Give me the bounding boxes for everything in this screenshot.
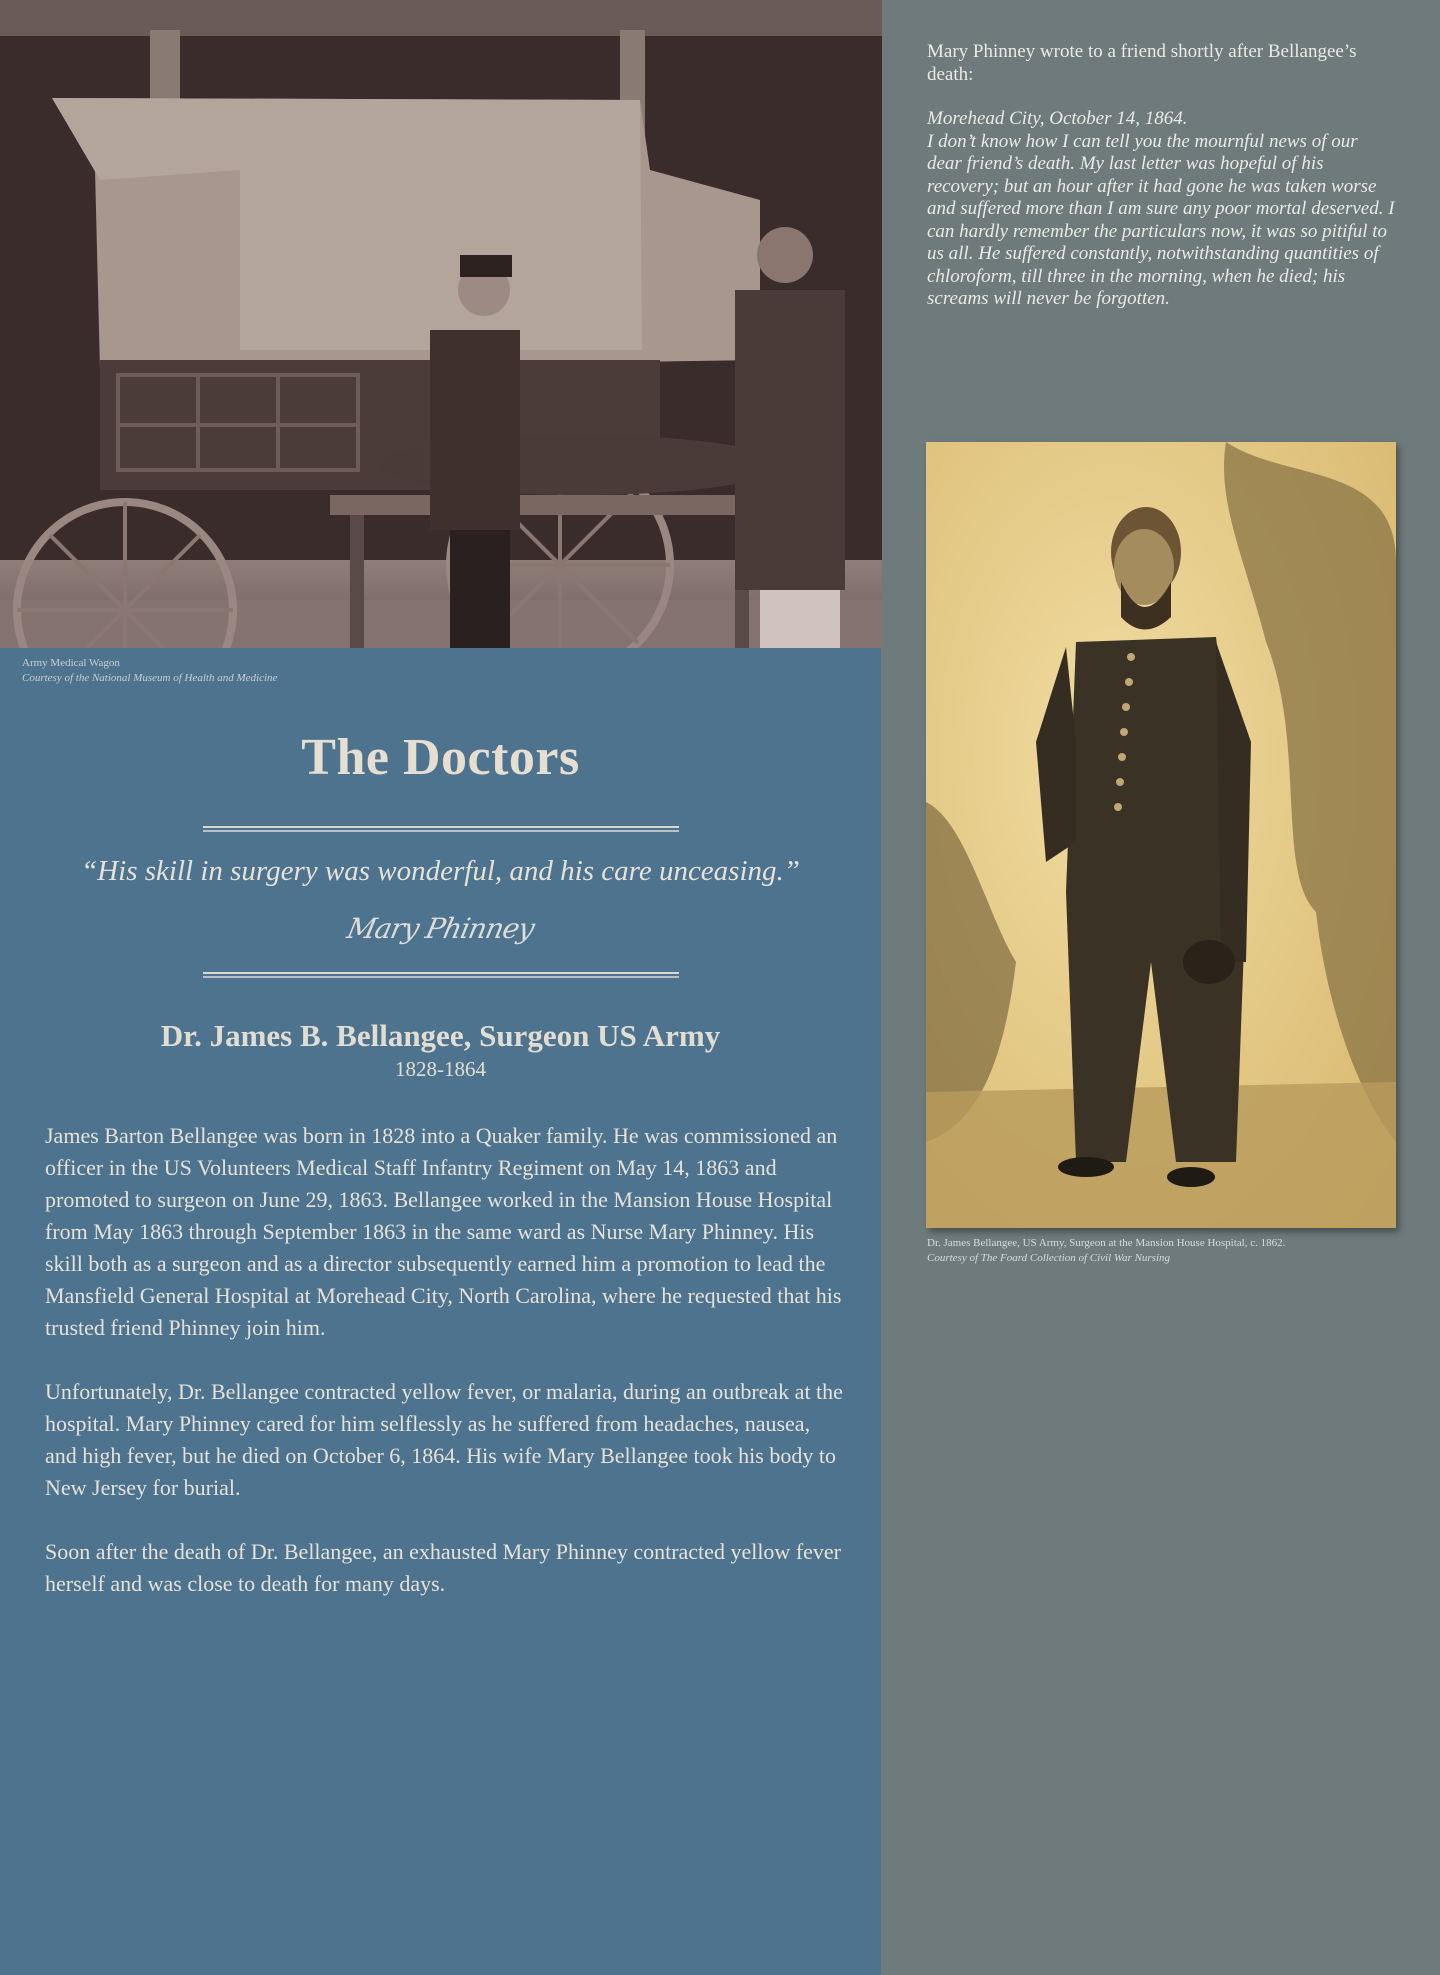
- portrait-illustration: [926, 442, 1396, 1228]
- biography-paragraph: James Barton Bellangee was born in 1828 into a Quaker family. He was commissioned an officer in the US Volunteers Medical Staff Infantry Regiment on May 14, 1863 and promoted to surgeon on June 29, 1863. Bellangee worked in the Mansion House Hospital from May 1863 through September 1863 in the same ward as Nurse Mary Phinney. His skill both as a surgeon and as a director subsequently earned him a promotion to lead the Mansfield General Hospital at Morehead City, North Carolina, where he requested that his trusted friend Phinney join him.: [45, 1123, 842, 1340]
- bellangee-portrait-photo: [926, 442, 1396, 1228]
- double-rule-divider-bottom: [203, 972, 679, 978]
- quote-signature: Mary Phinney: [344, 912, 537, 945]
- portrait-caption-credit: Courtesy of The Foard Collection of Civil War Nursing: [927, 1252, 1171, 1264]
- page-title: The Doctors: [301, 729, 580, 786]
- doctor-life-years: 1828-1864: [395, 1057, 486, 1081]
- letter-text: I don’t know how I can tell you the mournful news of our dear friend’s death. My last letter was hopeful of his recovery; but an hour after it had gone he was taken worse and suffered more than I am sure any poor mortal deserved. I can hardly remember the particulars now, it was so pitiful to us all. He suffered constantly, notwithstanding quantities of chloroform, till three in the morning, when he died; his screams will never be forgotten.: [927, 130, 1395, 309]
- biography-text: [45, 1120, 845, 1632]
- doctor-name-heading: Dr. James B. Bellangee, Surgeon US Army: [160, 1018, 721, 1053]
- biography-paragraph: Unfortunately, Dr. Bellangee contracted yellow fever, or malaria, during an outbreak at the hospital. Mary Phinney cared for him selflessly as he suffered from headaches, nausea, and high fever, but he died on October 6, 1864. His wife Mary Bellangee took his body to New Jersey for burial.: [45, 1379, 843, 1500]
- wagon-caption-title: Army Medical Wagon: [22, 657, 120, 669]
- double-rule-divider-top: [203, 826, 679, 832]
- wagon-photo-caption: [22, 656, 277, 686]
- biography-paragraph: Soon after the death of Dr. Bellangee, an exhausted Mary Phinney contracted yellow fever herself and was close to death for many days.: [45, 1539, 841, 1596]
- portrait-caption-title: Dr. James Bellangee, US Army, Surgeon at the Mansion House Hospital, c. 1862.: [927, 1237, 1286, 1249]
- letter-excerpt: [927, 41, 1397, 311]
- army-medical-wagon-photo: [0, 0, 882, 648]
- wagon-photo-illustration: [0, 0, 882, 648]
- wagon-caption-credit: Courtesy of the National Museum of Health and Medicine: [22, 672, 278, 684]
- letter-intro: Mary Phinney wrote to a friend shortly after Bellangee’s death:: [927, 41, 1357, 85]
- letter-body: [927, 108, 1397, 311]
- portrait-caption: [927, 1236, 1285, 1266]
- letter-dateline: Morehead City, October 14, 1864.: [927, 108, 1188, 129]
- pull-quote: “His skill in surgery was wonderful, and his care unceasing.”: [81, 855, 800, 887]
